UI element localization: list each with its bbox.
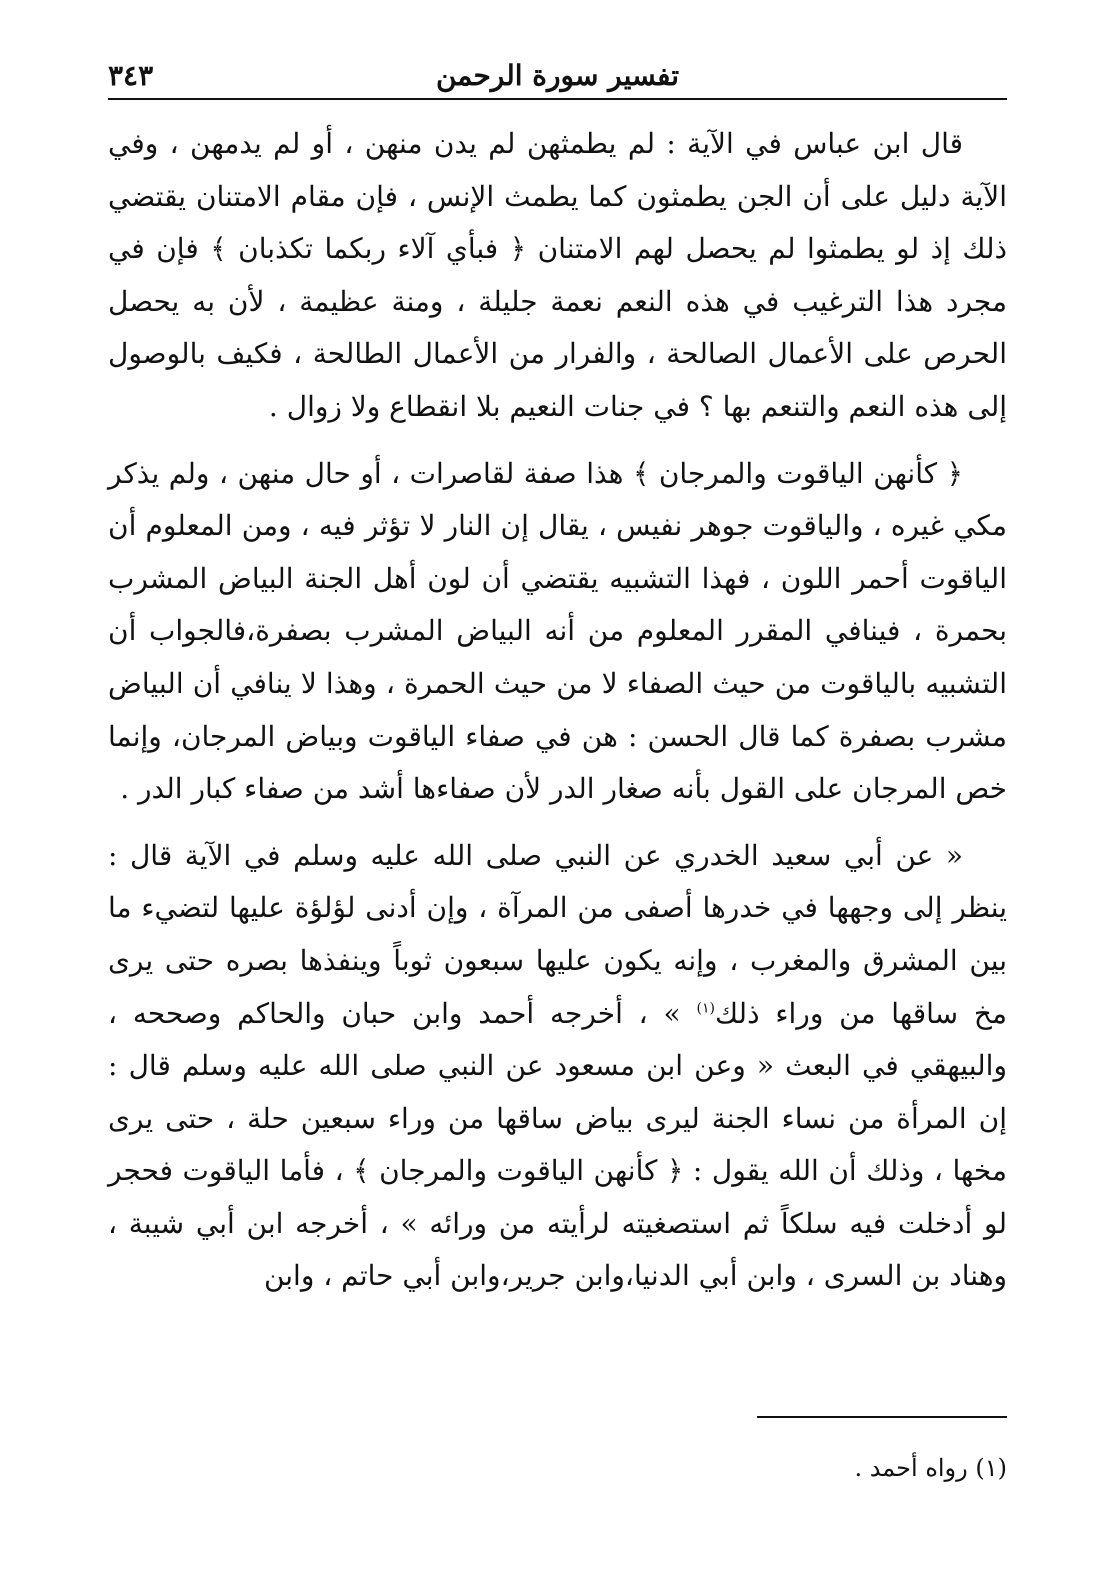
paragraph-3 bbox=[108, 830, 1007, 1303]
paragraph-1: قال ابن عباس في الآية : لم يطمثهن لم يدن منهن ، أو لم يدمهن ، وفي الآية دليل على أن الجن يطمثون كما يطمث الإنس ، فإن مقام الامتنان يقتضي ذلك إذ لو يطمثوا لم يحصل لهم الامتنان ﴿ فبأي آلاء ربكما تكذبان ﴾ فإن في مجرد هذا الترغيب في هذه النعم نعمة جليلة ، ومنة عظيمة ، لأن به يحصل الحرص على الأعمال الصالحة ، والفرار من الأعمال الطالحة ، فكيف بالوصول إلى هذه النعم والتنعم بها ؟ في جنات النعيم بلا انقطاع ولا زوال . bbox=[108, 127, 1007, 423]
page-number: ٣٤٣ bbox=[108, 59, 154, 92]
footnote: (١) رواه أحمد . bbox=[854, 1454, 1007, 1482]
paragraph-3-part-1: « عن أبي سعيد الخدري عن النبي صلى الله عليه وسلم في الآية قال : ينظر إلى وجهها في خدرها أصفى من المرآة ، وإن أدنى لؤلؤة عليها لتضيء ما بين المشرق والمغرب ، وإنه يكون عليها سبعون ثوباً وينفذها بصره حتى يرى مخ ساقها من وراء ذلك bbox=[108, 838, 1008, 1030]
footnote-separator bbox=[757, 1416, 1007, 1418]
page-header bbox=[108, 52, 1007, 100]
page-body bbox=[108, 118, 1007, 1303]
paragraph-3-part-2: » ، أخرجه أحمد وابن حبان والحاكم وصححه ، والبيهقي في البعث « وعن ابن مسعود عن النبي صلى الله عليه وسلم قال : إن المرأة من نساء الجنة ليرى بياض ساقها من وراء سبعين حلة ، حتى يرى مخها ، وذلك أن الله يقول : ﴿ كأنهن الياقوت والمرجان ﴾ ، فأما الياقوت فحجر لو أدخلت فيه سلكاً ثم استصغيته لرأيته من ورائه » ، أخرجه ابن أبي شيبة ، وهناد بن السرى ، وابن أبي الدنيا،وابن جرير،وابن أبي حاتم ، وابن bbox=[108, 996, 1007, 1293]
paragraph-2: ﴿ كأنهن الياقوت والمرجان ﴾ هذا صفة لقاصرات ، أو حال منهن ، ولم يذكر مكي غيره ، والياقوت جوهر نفيس ، يقال إن النار لا تؤثر فيه ، ومن المعلوم أن الياقوت أحمر اللون ، فهذا التشبيه يقتضي أن لون أهل الجنة البياض المشرب بحمرة ، فينافي المقرر المعلوم من أنه البياض المشرب بصفرة،فالجواب أن التشبيه بالياقوت من حيث الصفاء لا من حيث الحمرة ، وهذا لا ينافي أن البياض مشرب بصفرة كما قال الحسن : هن في صفاء الياقوت وبياض المرجان، وإنما خص المرجان على القول بأنه صغار الدر لأن صفاءها أشد من صفاء كبار الدر . bbox=[108, 456, 1007, 806]
footnote-reference: (١) bbox=[696, 1000, 715, 1017]
running-title: تفسير سورة الرحمن bbox=[435, 59, 680, 92]
